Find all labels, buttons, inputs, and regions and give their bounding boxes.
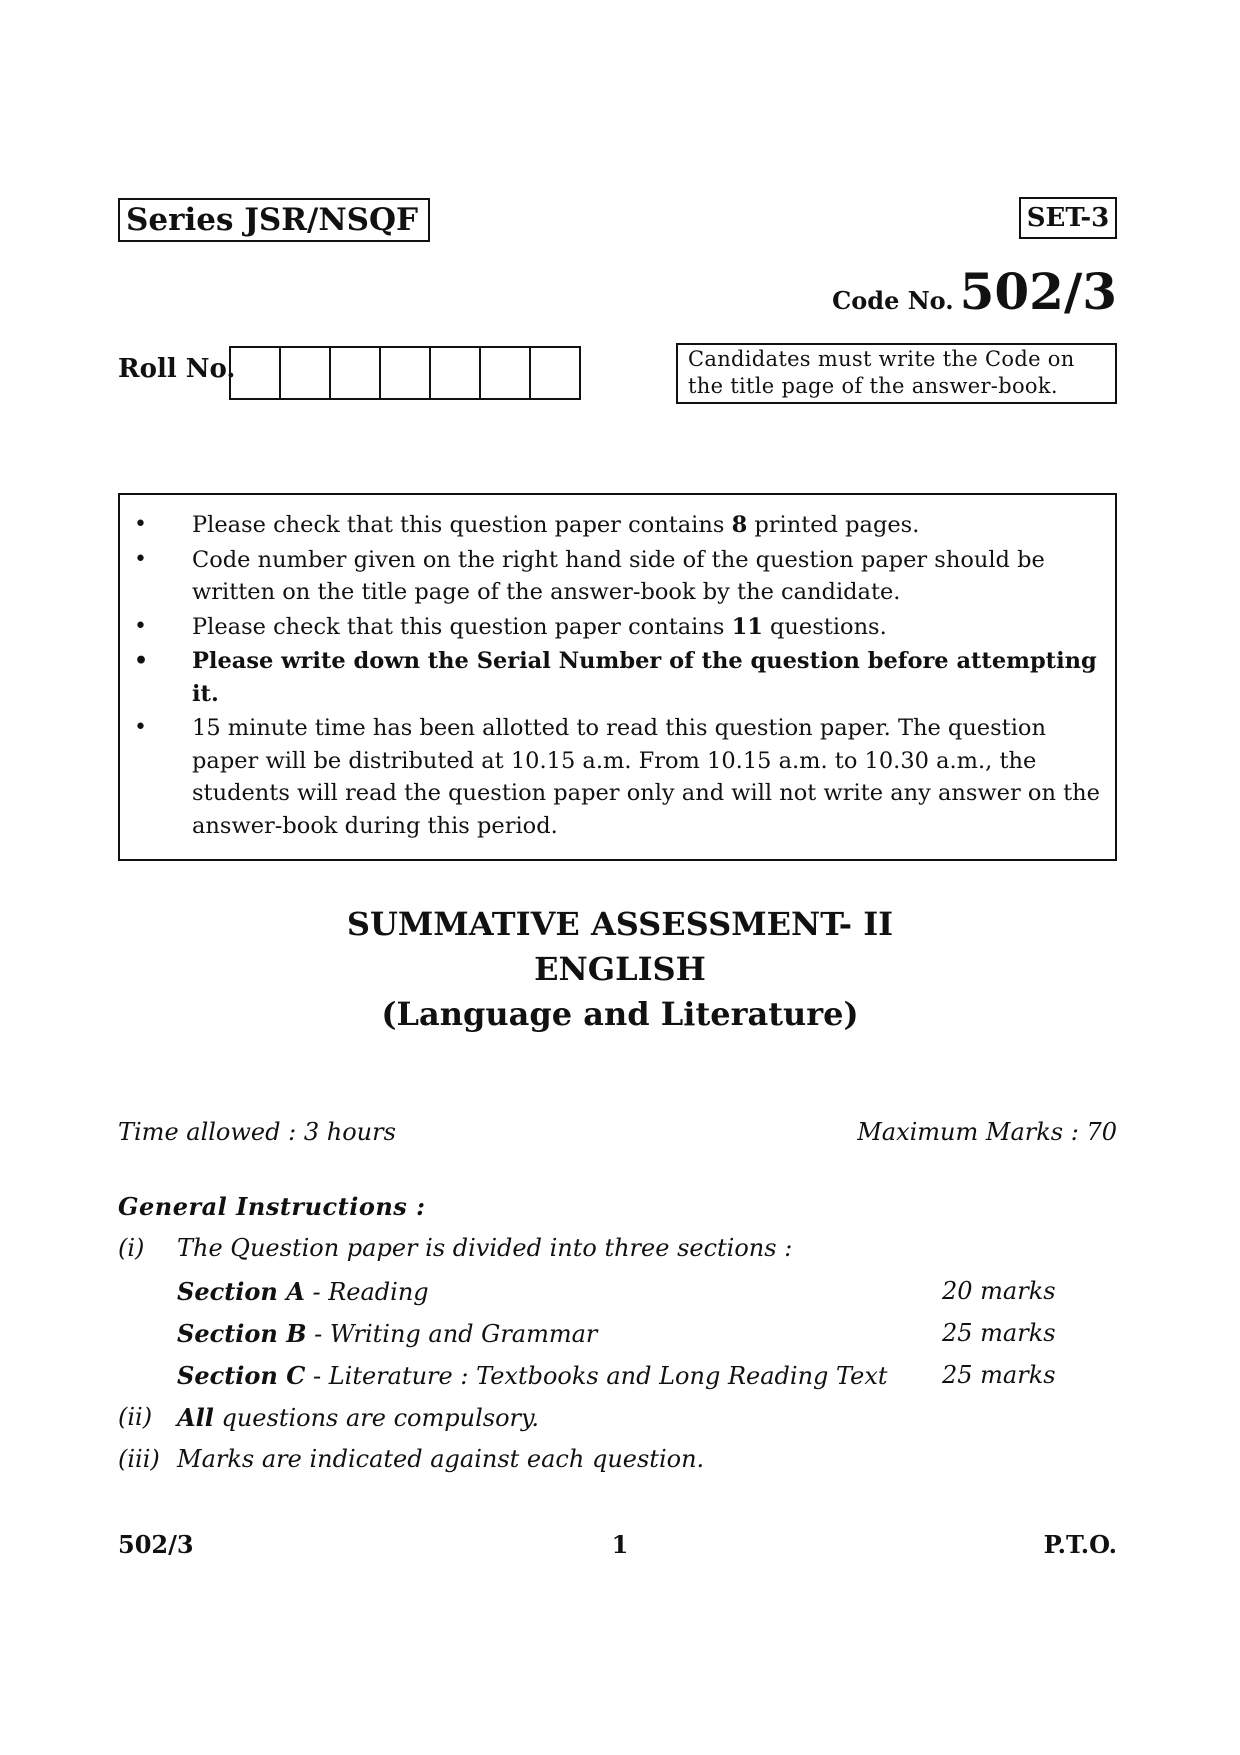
- section-row: [177, 1361, 888, 1390]
- page-number: 1: [611, 1530, 629, 1559]
- note-bold-number: 11: [731, 613, 763, 640]
- note-text: Please check that this question paper contains: [192, 512, 732, 538]
- section-name: Section C: [177, 1361, 306, 1390]
- section-description: - Writing and Grammar: [306, 1320, 598, 1348]
- section-description: - Reading: [304, 1278, 429, 1306]
- section-row: [177, 1319, 597, 1348]
- roll-number-cell[interactable]: [481, 348, 531, 398]
- candidate-instruction-box: Candidates must write the Code on the title page of the answer-book.: [676, 343, 1117, 404]
- time-allowed: Time allowed : 3 hours: [118, 1118, 396, 1146]
- assessment-title: SUMMATIVE ASSESSMENT- II: [346, 905, 894, 943]
- bullet-icon: •: [134, 613, 147, 639]
- roll-number-cell[interactable]: [381, 348, 431, 398]
- section-name: Section B: [177, 1319, 307, 1348]
- note-text: Please check that this question paper contains: [192, 613, 732, 640]
- note-item: [120, 544, 1101, 609]
- important-notes-box: [118, 493, 1117, 861]
- bullet-icon: •: [134, 546, 147, 572]
- bullet-icon: •: [134, 648, 149, 674]
- bullet-icon: •: [134, 512, 147, 537]
- instruction-text: The Question paper is divided into three sections :: [177, 1234, 793, 1262]
- roll-number-cell[interactable]: [431, 348, 481, 398]
- note-text: 15 minute time has been allotted to read this question paper. The question paper will be distributed at 10.15 a.m. From 10.15 a.m. to 10.30 a.m., the students will read the question paper only and will not write any answer on the answer-book during this period.: [192, 715, 1100, 839]
- note-text: questions.: [762, 613, 887, 640]
- section-marks: 20 marks: [942, 1277, 1056, 1305]
- section-marks: 25 marks: [942, 1361, 1056, 1389]
- section-marks: 25 marks: [942, 1319, 1056, 1347]
- instruction-text-rest: questions are compulsory.: [213, 1404, 539, 1432]
- roll-number-label: Roll No.: [118, 354, 236, 384]
- section-row: [177, 1277, 429, 1306]
- section-name: Section A: [177, 1277, 305, 1306]
- subject-title: ENGLISH: [534, 950, 706, 988]
- note-item: [120, 611, 1101, 644]
- instruction-text: [177, 1403, 539, 1432]
- roll-number-cell[interactable]: [281, 348, 331, 398]
- instruction-number: (i): [118, 1234, 145, 1262]
- subject-subtitle: (Language and Literature): [381, 995, 859, 1033]
- roll-number-cell[interactable]: [331, 348, 381, 398]
- instruction-number: (ii): [118, 1403, 153, 1431]
- section-description: - Literature : Textbooks and Long Reading Text: [305, 1362, 888, 1390]
- code-number: 502/3: [959, 262, 1117, 321]
- note-text: printed pages.: [747, 512, 920, 538]
- bullet-icon: •: [134, 715, 147, 740]
- instruction-number: (iii): [118, 1445, 160, 1473]
- instruction-bold-word: All: [177, 1403, 214, 1432]
- code-label: Code No.: [832, 286, 954, 315]
- set-label: SET-3: [1019, 197, 1117, 239]
- note-text: Code number given on the right hand side of the question paper should be written on the title page of the answer-book by the candidate.: [192, 546, 1045, 605]
- roll-number-cell[interactable]: [231, 348, 281, 398]
- roll-number-boxes[interactable]: [229, 346, 581, 400]
- note-bold-number: 8: [731, 512, 748, 538]
- notes-list: [120, 509, 1101, 842]
- note-item: [120, 509, 1101, 542]
- maximum-marks: Maximum Marks : 70: [857, 1118, 1117, 1146]
- code-number-line: [832, 262, 1117, 321]
- footer-code: 502/3: [118, 1530, 194, 1559]
- general-instructions-heading: General Instructions :: [118, 1192, 426, 1221]
- series-label: Series JSR/NSQF: [118, 198, 430, 242]
- instruction-text: Marks are indicated against each question.: [177, 1445, 705, 1473]
- note-item: [120, 645, 1101, 710]
- note-item: [120, 712, 1101, 842]
- note-text: Please write down the Serial Number of the question before attempting it.: [192, 648, 1097, 707]
- please-turn-over: P.T.O.: [1043, 1530, 1117, 1559]
- roll-number-cell[interactable]: [531, 348, 581, 398]
